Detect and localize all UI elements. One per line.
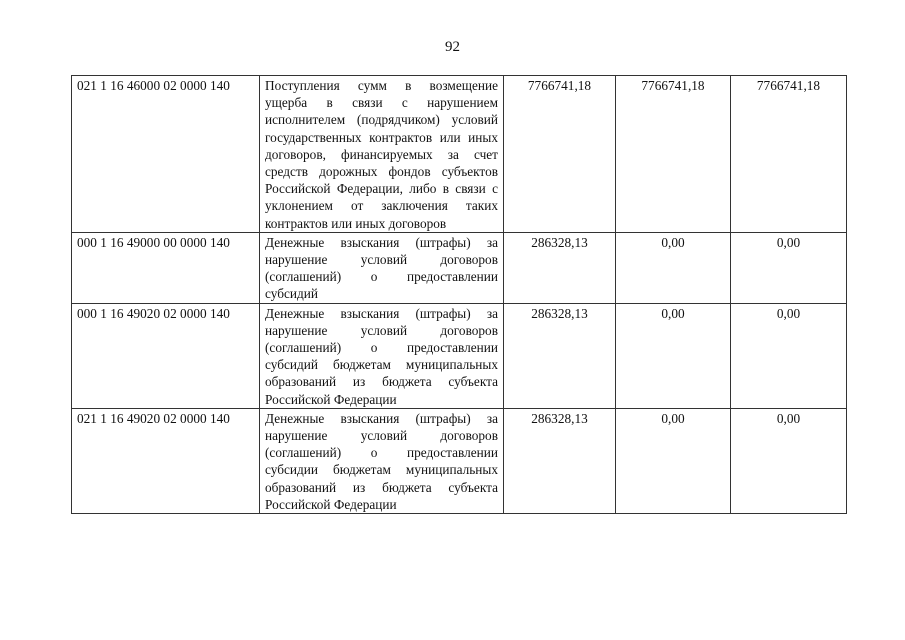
revenue-name-cell: Поступления сумм в возмещение ущерба в связи с нарушением исполнителем (подрядчиком) условий государственных контрактов или иных договоров, финансируемых за счет средств дорожных фондов субъектов Российской Федерации, либо в связи с уклонением от заключения таких контрактов или иных договоров bbox=[260, 76, 504, 233]
amount-year-3-cell: 0,00 bbox=[731, 408, 847, 513]
budget-code-cell: 021 1 16 49020 02 0000 140 bbox=[72, 408, 260, 513]
amount-year-1-cell: 286328,13 bbox=[504, 232, 616, 303]
amount-year-2-cell: 7766741,18 bbox=[616, 76, 731, 233]
table-row bbox=[72, 76, 847, 233]
amount-year-2-cell: 0,00 bbox=[616, 408, 731, 513]
amount-year-3-cell: 0,00 bbox=[731, 303, 847, 408]
budget-revenue-table bbox=[71, 75, 847, 514]
amount-year-2-cell: 0,00 bbox=[616, 232, 731, 303]
budget-code-cell: 000 1 16 49020 02 0000 140 bbox=[72, 303, 260, 408]
revenue-name-cell: Денежные взыскания (штрафы) за нарушение условий договоров (соглашений) о предоставлении субсидии бюджетам муниципальных образований из бюджета субъекта Российской Федерации bbox=[260, 408, 504, 513]
table-row bbox=[72, 232, 847, 303]
table-row bbox=[72, 303, 847, 408]
page-number: 92 bbox=[445, 39, 460, 55]
revenue-name-cell: Денежные взыскания (штрафы) за нарушение условий договоров (соглашений) о предоставлении субсидий bbox=[260, 232, 504, 303]
budget-code-cell: 021 1 16 46000 02 0000 140 bbox=[72, 76, 260, 233]
amount-year-1-cell: 7766741,18 bbox=[504, 76, 616, 233]
amount-year-3-cell: 7766741,18 bbox=[731, 76, 847, 233]
amount-year-2-cell: 0,00 bbox=[616, 303, 731, 408]
amount-year-1-cell: 286328,13 bbox=[504, 408, 616, 513]
amount-year-1-cell: 286328,13 bbox=[504, 303, 616, 408]
table-row bbox=[72, 408, 847, 513]
budget-code-cell: 000 1 16 49000 00 0000 140 bbox=[72, 232, 260, 303]
amount-year-3-cell: 0,00 bbox=[731, 232, 847, 303]
revenue-name-cell: Денежные взыскания (штрафы) за нарушение условий договоров (соглашений) о предоставлении субсидий бюджетам муниципальных образований из бюджета субъекта Российской Федерации bbox=[260, 303, 504, 408]
